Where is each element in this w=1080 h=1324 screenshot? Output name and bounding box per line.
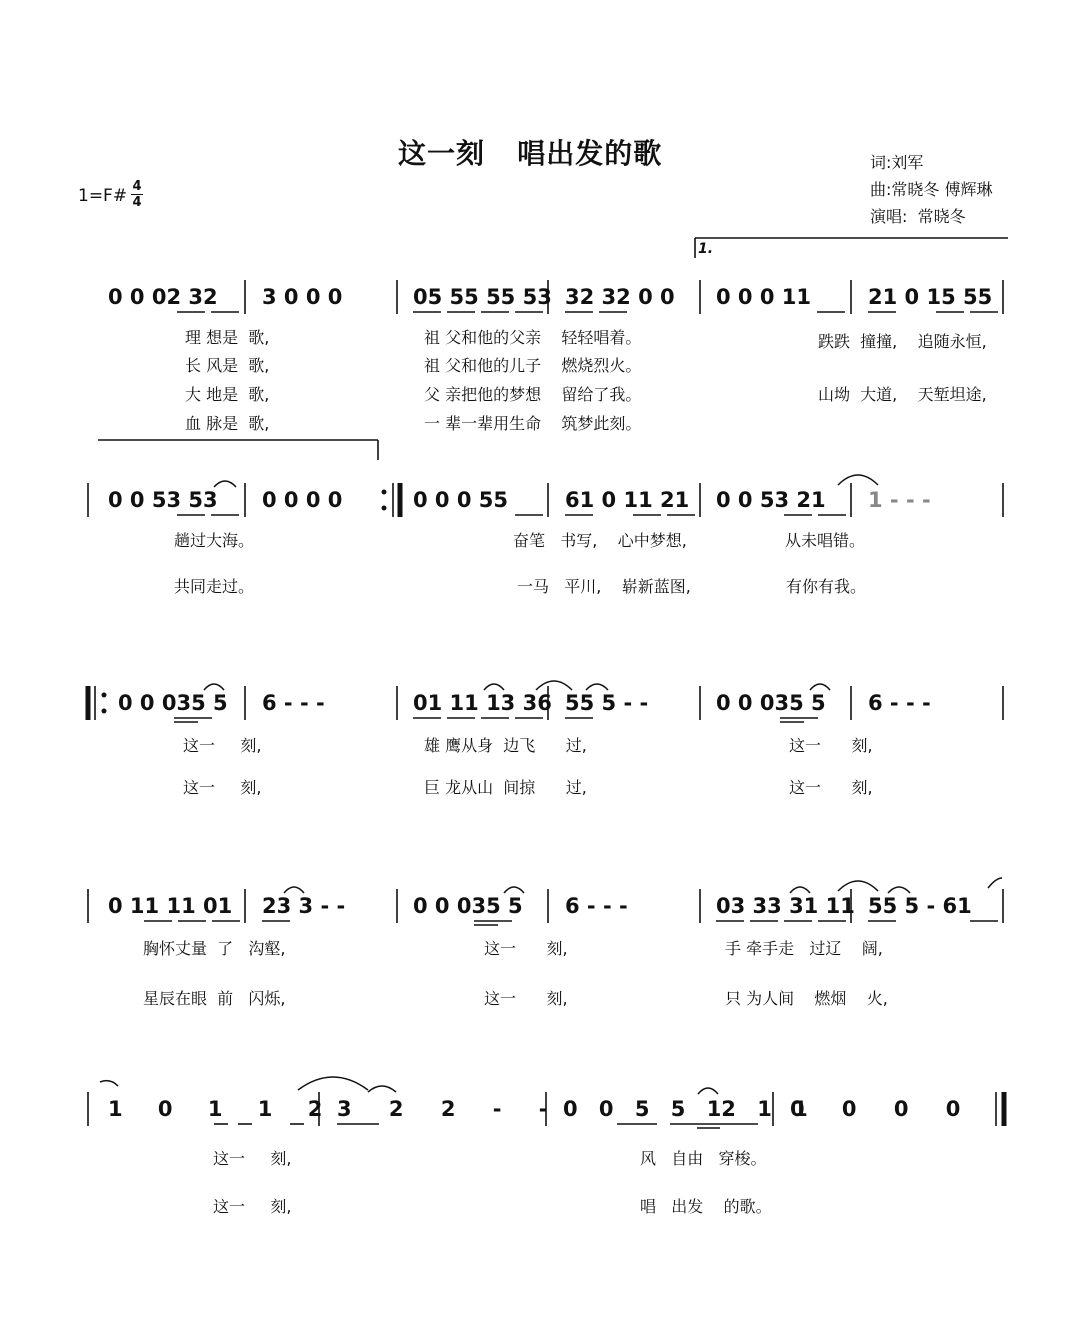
measure-24: 55 5 - 61 <box>868 894 972 918</box>
measure-6: 21 0 15 55 <box>868 285 993 309</box>
measure-22: 6 - - - <box>565 894 628 918</box>
lyric-line: 共同走过。 <box>174 577 255 596</box>
song-title: 这一刻 唱出发的歌 <box>398 137 663 170</box>
measure-27: 0 0 5 5 12 1 1 <box>563 1097 808 1121</box>
measure-5: 0 0 0 11 <box>716 285 811 309</box>
lyric-line: 这一 刻, <box>484 989 568 1008</box>
measure-21: 0 0 035 5 <box>413 894 523 918</box>
lyric-line: 只 为人间 燃烟 火, <box>725 989 888 1008</box>
measure-28: 0 0 0 0 <box>790 1097 961 1121</box>
measure-3: 05 55 55 53 <box>413 285 552 309</box>
ties-row-5 <box>100 1077 718 1094</box>
repeat-end-dots <box>382 490 387 511</box>
lyric-line: 大 地是 歌, <box>185 385 270 404</box>
beams-row-4 <box>144 921 998 925</box>
lyric-line: 父 亲把他的梦想 留给了我。 <box>424 385 642 404</box>
measure-7: 0 0 53 53 <box>108 488 218 512</box>
barlines-row-1 <box>245 280 1003 314</box>
lyric-line: 祖 父和他的儿子 燃烧烈火。 <box>424 356 642 375</box>
volta-bracket-first <box>695 238 1008 258</box>
measure-25: 1 0 1 1 2 <box>108 1097 323 1121</box>
measure-4: 32 32 0 0 <box>565 285 675 309</box>
lyric-line: 一 辈一辈用生命 筑梦此刻。 <box>424 414 642 433</box>
lyric-line: 这一 刻, <box>789 736 873 755</box>
measure-8: 0 0 0 0 <box>262 488 343 512</box>
measure-10: 61 0 11 21 <box>565 488 690 512</box>
lyric-line: 理 想是 歌, <box>185 328 270 347</box>
lyric-line: 巨 龙从山 间掠 过, <box>424 778 587 797</box>
barlines-row-4 <box>88 889 1003 923</box>
repeat-start-dots <box>102 693 107 714</box>
lyric-line: 山坳 大道, 天堑坦途, <box>818 385 987 404</box>
time-signature-top: 4 <box>132 179 142 194</box>
ties-row-2 <box>214 475 878 487</box>
measure-14: 6 - - - <box>262 691 325 715</box>
measure-26: 3 2 2 - - <box>337 1097 548 1121</box>
ties-row-3 <box>204 681 830 690</box>
lyric-line: 跌跌 撞撞, 追随永恒, <box>818 332 987 351</box>
measure-16: 55 5 - - <box>565 691 649 715</box>
measure-15: 01 11 13 36 <box>413 691 552 715</box>
lyric-line: 有你有我。 <box>786 577 867 596</box>
lyric-line: 这一 刻, <box>789 778 873 797</box>
lyric-line: 手 牵手走 过辽 阔, <box>725 939 883 958</box>
measure-12: 1 - - - <box>868 488 931 512</box>
volta-label: 1. <box>698 241 714 257</box>
lyric-line: 血 脉是 歌, <box>185 414 270 433</box>
lyric-line: 风 自由 穿梭。 <box>640 1149 767 1168</box>
measure-20: 23 3 - - <box>262 894 346 918</box>
lyric-line: 长 风是 歌, <box>185 356 270 375</box>
measure-18: 6 - - - <box>868 691 931 715</box>
lyric-line: 趟过大海。 <box>174 531 255 550</box>
barlines-row-3 <box>88 686 1003 720</box>
measure-19: 0 11 11 01 <box>108 894 233 918</box>
measure-13: 0 0 035 5 <box>118 691 228 715</box>
lyric-line: 雄 鹰从身 边飞 过, <box>424 736 587 755</box>
lyric-line: 星辰在眼 前 闪烁, <box>143 989 286 1008</box>
measure-11: 0 0 53 21 <box>716 488 826 512</box>
measure-9: 0 0 0 55 <box>413 488 508 512</box>
measure-1: 0 0 02 32 <box>108 285 218 309</box>
lyric-line: 胸怀丈量 了 沟壑, <box>143 939 286 958</box>
lyric-line: 这一 刻, <box>183 778 262 797</box>
lyric-line: 这一 刻, <box>213 1149 292 1168</box>
ties-row-4 <box>284 878 1002 893</box>
barlines-row-5 <box>88 1092 1004 1126</box>
lyric-line: 这一 刻, <box>213 1197 292 1216</box>
singer-credit: 演唱: 常晓冬 <box>870 207 966 226</box>
lyric-line: 祖 父和他的父亲 轻轻唱着。 <box>424 328 642 347</box>
measure-23: 03 33 31 11 <box>716 894 855 918</box>
lyric-line: 奋笔 书写, 心中梦想, <box>513 531 687 550</box>
lyric-line: 唱 出发 的歌。 <box>640 1197 772 1216</box>
time-signature-bottom: 4 <box>132 195 142 210</box>
key-signature: 1=F# <box>78 186 128 206</box>
barlines-row-2 <box>88 483 1003 517</box>
lyric-line: 这一 刻, <box>183 736 262 755</box>
lyric-line: 从未唱错。 <box>785 531 866 550</box>
measure-17: 0 0 035 5 <box>716 691 826 715</box>
beams-row-5 <box>214 1124 758 1128</box>
composer-credit: 曲:常晓冬 傅辉琳 <box>870 180 993 199</box>
lyric-line: 一马 平川, 崭新蓝图, <box>517 577 691 596</box>
lyric-line: 这一 刻, <box>484 939 568 958</box>
volta-bracket-end <box>98 440 378 460</box>
lyricist-credit: 词:刘军 <box>870 153 924 172</box>
measure-2: 3 0 0 0 <box>262 285 343 309</box>
beams-row-3 <box>174 718 818 722</box>
